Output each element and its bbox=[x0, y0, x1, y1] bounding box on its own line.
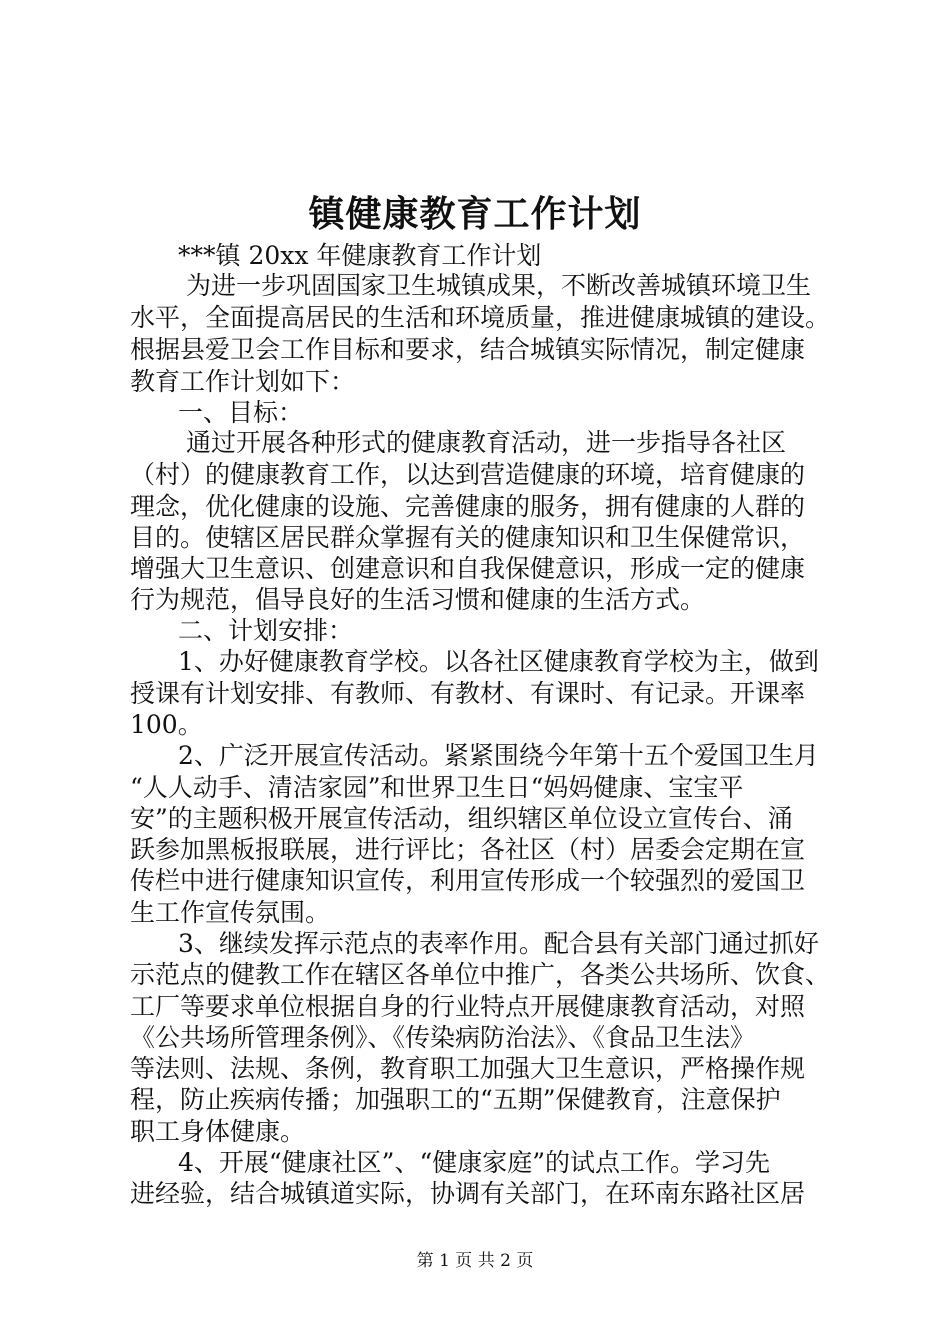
text-line: “人人动手、清洁家园”和世界卫生日“妈妈健康、宝宝平 bbox=[130, 773, 744, 802]
text-line: 目的。使辖区居民群众掌握有关的健康知识和卫生保健常识， bbox=[130, 523, 806, 552]
document-title: 镇健康教育工作计划 bbox=[308, 193, 642, 235]
text-line: 水平，全面提高居民的生活和环境质量，推进健康城镇的建设。 bbox=[130, 303, 830, 332]
text-line: 1、办好健康教育学校。以各社区健康教育学校为主，做到 bbox=[178, 647, 819, 676]
page-footer: 第 1 页 共 2 页 bbox=[416, 1251, 534, 1271]
text-line: 进经验，结合城镇道实际，协调有关部门，在环南东路社区居 bbox=[130, 1179, 806, 1208]
text-line: 4、开展“健康社区”、“健康家庭”的试点工作。学习先 bbox=[178, 1148, 771, 1177]
text-line: 工厂等要求单位根据自身的行业特点开展健康教育活动，对照 bbox=[130, 992, 806, 1021]
text-line: 示范点的健教工作在辖区各单位中推广，各类公共场所、饮食、 bbox=[130, 960, 830, 989]
document-subtitle: ***镇 20xx 年健康教育工作计划 bbox=[178, 241, 542, 270]
text-line: 程，防止疾病传播；加强职工的“五期”保健教育，注意保护 bbox=[130, 1085, 781, 1114]
text-line: 传栏中进行健康知识宣传，利用宣传形成一个较强烈的爱国卫 bbox=[130, 866, 806, 895]
text-line: 理念，优化健康的设施、完善健康的服务，拥有健康的人群的 bbox=[130, 492, 806, 521]
text-line: 2、广泛开展宣传活动。紧紧围绕今年第十五个爱国卫生月 bbox=[178, 741, 819, 770]
text-line: （村）的健康教育工作，以达到营造健康的环境，培育健康的 bbox=[130, 460, 806, 489]
text-line: 安”的主题积极开展宣传活动，组织辖区单位设立宣传台、涌 bbox=[130, 804, 793, 833]
text-line: 授课有计划安排、有教师、有教材、有课时、有记录。开课率 bbox=[130, 679, 806, 708]
text-line: 职工身体健康。 bbox=[130, 1117, 306, 1146]
text-line: 行为规范，倡导良好的生活习惯和健康的生活方式。 bbox=[130, 585, 706, 614]
text-line: 为进一步巩固国家卫生城镇成果，不断改善城镇环境卫生 bbox=[186, 271, 812, 300]
text-line: 教育工作计划如下： bbox=[130, 367, 356, 396]
text-line: 等法则、法规、条例，教育职工加强大卫生意识，严格操作规 bbox=[130, 1054, 806, 1083]
text-line: 增强大卫生意识、创建意识和自我保健意识，形成一定的健康 bbox=[130, 554, 806, 583]
section-heading: 一、目标： bbox=[178, 398, 304, 427]
text-line: 3、继续发挥示范点的表率作用。配合县有关部门通过抓好 bbox=[178, 929, 819, 958]
text-line: 《公共场所管理条例》、《传染病防治法》、《食品卫生法》 bbox=[130, 1023, 756, 1052]
text-line: 根据县爱卫会工作目标和要求，结合城镇实际情况，制定健康 bbox=[130, 335, 806, 364]
section-heading: 二、计划安排： bbox=[178, 616, 354, 645]
text-line: 跃参加黑板报联展，进行评比；各社区（村）居委会定期在宣 bbox=[130, 835, 806, 864]
text-line: 通过开展各种形式的健康教育活动，进一步指导各社区 bbox=[186, 428, 787, 457]
text-line: 生工作宣传氛围。 bbox=[130, 898, 331, 927]
text-line: 100。 bbox=[130, 710, 203, 739]
